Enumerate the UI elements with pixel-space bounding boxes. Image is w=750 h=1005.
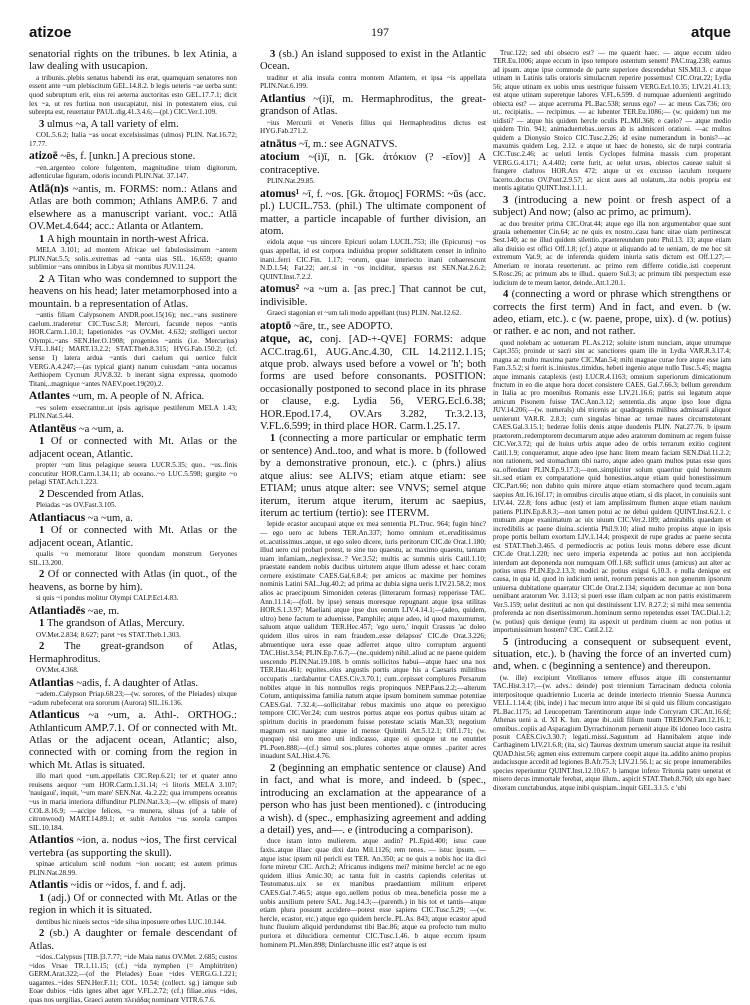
dictionary-entry [29, 834, 237, 860]
sense-definition: 2 The great-grandson of Atlas, Hermaphroditus. [29, 641, 237, 665]
entry-lemma: Atlantiadēs [29, 604, 86, 617]
entry-lemma: atocium [260, 151, 300, 164]
entry-lemma: atoptō [260, 319, 292, 332]
sense-definition: 1 (connecting a more particular or emphatic term or sentence) And..too, and what is more. b (followed by a demonstrative pronoun, etc.). c (phrs.) alius atque alius: see ALIVS; etiam atque etiam: see ETIAM; unus atque alter: see VNVS; semel atque iterum, iterum atque iterum, iterum ac saepius, iterum ac tertium (tertio): see ITERVM. [260, 433, 486, 519]
sense-definition: 1 Of or connected with Mt. Atlas or the adjacent ocean, Atlantic. [29, 525, 237, 549]
sense-definition: 5 (introducing a consequent or subsequent event, situation, etc.). b (having the force of an inverted cum) and, when. c (beginning a sentence) and thereupon. [493, 636, 731, 673]
entry-definition: ~ēs, f. [unkn.] A precious stone. [57, 151, 196, 163]
entry-lemma: Atlantes [29, 390, 70, 403]
citation-block: PLIN.Nat.29.85. [267, 177, 315, 186]
citation-block: quod nolebam ac uotueram PL.As.212; soluite istum nunciam, atque utrumque Capt.355; proinde ut sacri sint ac sanctiores quam ille in Lydia VAR.R.3.17.4; magna ac multo maxima parte CIC.Man.54; mihi magnae curae fore atque esse iam Fam.3.5.2; si fuerit is..iniustus..timidus, hebeti ingenio atque nullo Tusc.5.45; magna atque immanis cataplexis (est) LUCR.4.1163; omnium superiorum dimicationum fructum in eo die atque hora docet consistere CAES. Gal.7.66.3; bellum gerendum in Italia ac pro moenibus Romanis esse LIV.21.16.6; patris sui legatum atque amicum Pisonem fuisse TAC.Ann.3.12; sententia..dis atque ipso Ioue digna JUV.14.206;—(w. numerals) ubi tricenis ac quadragenis milibus admissarii aliquot uenierunt VAR.R. 2.8.3; cum singulas binae ac ternae naues circumsteterant CAES.Gal.3.15.1; hederae foliis denis atque duodenis PLIN. Nat.27.76. b ipsum praetorem..redemptorem decumarum atque adeo aratorum dominum ac regem fuisse CIC.Ver.3.72; qui de huius urbis atque adeo de orbis terrarum exitio cogitent Catil.1.9; conqueramur, atque adeo ipse hanc litem meam faciam SEN.Dial.11.2.2; non rationem, sed stomachum tibi narro, atque adeo quam multos putas esse quos ea..offendant PLIN.Ep.9.17.3;—non..simpliciter solum quaeritur quid honestum sit..sed etiam ex comparatione quid honestius..atque etiam quid honestissimum CIC.Part.66; non dubito quin mirere atque etiam stomachere quod tecum..agam saepius Att.16.16f.17; in omnibus circulis atque etiam, si dis placet, in conuiuiis sunt LIV.44. 22.8; fons adhuc (est) et iam amplissimum flumen atque etiam nauium patiens PLIN.Ep.8.8.3;—non tamen potui ac ne debui quidem QUINT.Inst.6.2.1. c mutuam atque exanimatum ac uix uiuum CIC.Ver.2.189; admirabilis quaedam et incredibilis ac paene diuina..scientia Phil.9.10; aliud multo propius atque in ipsis prope portis bellum exortum LIV.1.14.4; prospexit de rupe gradus ac paene secuta est STAT.Theb.3.465. d permediocris ac potius leuis motus debere esse dicunt CIC.de Orat.1.220; nec uero imperia expetenda ac potius aut non accipienda interdum aut deponenda non numquam Off.1.68; sufficit unus (amicus) aut alter ac potius unus PLIN.Ep.2.13.3; modici ac potius exigui 6,10.3. e nulla denique est causa, in qua id, quod in iudicium uenit, reorum personis ac non generum ipsorum uniuersa dubitatione quaeratur CIC.de Orat.2.134; siquidem decumae ac non bona ueniibant aratorum Ver. 3.113; si pueri esse illam culpam ac non patris existimarem Ver.5.159; uelut destituti ac non qui destituissent LIV. 8.27.2; si mihi mea sententia proferenda ac non disertissimorum..hominum sermo repetendus esset TAC.Dial.1.2; (w. potius) quis denique (eum) ita aspexit ut perditum ciuem ac non potius ut importunissimum hostem? CIC. Catil.2.12. [493, 338, 731, 635]
dictionary-entry [29, 183, 237, 234]
citation-block: qualis ~o memoratur litore quondam monstrum Geryones SIL.13.200. [29, 550, 237, 567]
sense-definition: 2 (beginning an emphatic sentence or clause) And in fact, and what is more, and indeed. b (spec., introducing an exclamation at the appearance of a person who has just been mentioned). c (introducing a wish). d (spec., emphasizing agreement and adding a detail) yes, and—. e (introducing a comparison). [260, 762, 486, 836]
citation-block: COL.5.6.2; Italia ~as uocat excelsissimas (ulmos) PLIN. Nat.16.72; 17.77. [29, 131, 237, 148]
sense-number: 2 [270, 762, 279, 774]
sense-number: 1 [39, 618, 47, 630]
citation-block: ~en..argenteo colore fulgentem, magnitudine trium digitorum, adlenticulae figuram, odoris iocundi PLIN.Nat. 37.147. [29, 163, 237, 181]
column-middle [260, 49, 486, 949]
citation-block: spinae articulum scitē nodum ~ion uocant; est autem primus PLIN.Nat.28.99. [29, 860, 237, 877]
dictionary-entry [29, 605, 237, 618]
sense-number: 3 [39, 118, 47, 130]
citation-block: traditur et alia insula contra montem Atlantem, et ipsa ~is appellata PLIN.Nat.6.199. [260, 73, 486, 91]
entry-lemma: Atlantias [29, 676, 74, 689]
sense-definition: 2 Descended from Atlas. [39, 488, 144, 500]
entry-definition: ~um, m. A people of N. Africa. [69, 391, 205, 403]
sense-definition: 1 The grandson of Atlas, Mercury. [39, 618, 185, 630]
citation-block: OV.Met.4.368. [36, 665, 79, 674]
dictionary-entry [260, 283, 486, 309]
dictionary-entry [29, 512, 237, 525]
sense-number: 1 [39, 892, 48, 904]
right-headword: atque [690, 24, 731, 41]
citation-block: Truc.122; sed ubi obsecro est? — me quaerit haec. — atque eccum uideo TER.Eu.1006; atque eccum in ipso tempore ostentum senem! PAC.trag.238; eamus ad ipsum. atque ipse commode de parte superiore descendebat SIS.Mil.3. c atque utinam in Latinis talis oratoris simulacrum reperire possemus! CIC.Orat.22; Lydia 56; atque utinam ex uobis unus uestrique fuissem VERG.Ecl.10.35; LIV.21.41.13; est atque utinam superetque labores V.FL.6.599. d numquae aduenienti aegritudo obiecta est? — atque acerruma PL.Bac.538; seruus ego? — ac meus Cas.736; oro ut.. recipiatis.. — recipimus. — ac lubenter TER.Eu.1086;— (w. quidem) tun me uidisti? — atque his quidem hercle oculis PL.Mil.368; e caelo? — atque medio quidem Trin. 941; animaduertebas..uersus ab is admisceri orationi. —ac multos quidem a Dionysio Stoico CIC.Tusc.2.26; id esine numerandum in bonis?—ac maxumis quidem Leg. 2.12. e atque ut haec de honesto, sic de turpi contraria CIC.Tusc.2.46; ac ueluti lentis Cyclopes fulmina massis cum properant VERG.G.4.171; A.4.402; certe furit, ac uelut ursus, obiectos caueae ualuit si frangere clathros HOR.Ars 472; atque ut ex excusso iaculum torquere lacerto..doctus OV.Pont.2.9.57; ac sicut aues ad uolatum,..ita nobis propria est mentis agitatio QUINT.Inst.1.1.1. [493, 49, 731, 193]
citation-block: MELA 3.101; ad montem Africae uel fabulosissimum ~antem PLIN.Nat.5.5; solis..extremas ad ~anta uias SIL. 16.659; quanto sublimior ~ans omnibus in Libya sit montibus JUV.11.24. [29, 246, 237, 272]
sense-definition: 3 (sb.) An island supposed to exist in the Atlantic Ocean. [260, 49, 486, 73]
column-left [29, 49, 237, 1004]
entry-lemma: Atlantēus [29, 422, 77, 435]
entry-definition: ~idis or ~idos, f. and f. adj. [67, 880, 186, 892]
left-headword: atizoe [29, 24, 72, 41]
sense-definition: 3 ulmus ~a, A tall variety of elm. [39, 118, 179, 130]
dictionary-entry [29, 150, 237, 163]
dictionary-entry [29, 709, 237, 772]
citation-block: ac duo breuiter prima CIC.Orat.44; atque ego illa non argumentabor quae sunt grauia uehementer Cin.64; ac ne quis ex nostro..casu hanc uitae uiam pertinescat Sest.140; ac ne illud quidem silentio..praetereundum puto Phil.13. 13; atque etiam alia diuisio est offici Off.1.8; (cf.) atque ut aliquando ad te ueniam, de me hoc sit extremum Vat.9; ac de inferenda quidem iniuria satis dictum est Off.1.27;— Ameriam re inorata reuerterunt. ac primo rem differre cotidie..isti coeperunt S.Rosc.26; ac primum abs te illud.. quaero Sul.3; ac primum tibi perspectum esse iudicium de te meum laetor, deinde..Att.1.20.1. [493, 219, 731, 287]
sense-definition: 2 A Titan who was condemned to support the heavens on his head; later metamorphosed into a mountain. b a representation of Atlas. [29, 273, 237, 310]
entry-definition: ~āre, tr., see ADOPTO. [291, 320, 393, 332]
entry-definition: ~adis, f. A daughter of Atlas. [73, 677, 199, 689]
entry-definition: ~a ~um, a. [85, 512, 133, 524]
sense-number: 1 [39, 233, 47, 245]
citation-block: ~idos..Calypsus [TIB.]3.7.77; ~ide Maia natus OV.Met. 2.685; custos ~idos Vrsae TR.1.11.15; (cf.) ~ida nymphen (= Amphitriten) GERM.Arat.322;—(of the Pleiades) Eoae ~ides VERG.G.1.221; uagantes..~ides SEN.Her.F.11; COL. 10.54; (collect. sg.) iamque sub Eoae dubios ~idis ignes albet ager V.FL.2.72; (cf.) filiae..eius ~ides, quas nos uergilias, Graeci autem πλειάδας nominant VITR.6.7.6. [29, 952, 237, 1004]
sense-number: 2 [39, 488, 47, 500]
sense-number: 2 [39, 641, 65, 653]
sense-definition: 4 (connecting a word or phrase which strengthens or corrects the first term) And in fact, and even. b (w. adeo, etiam, etc.). c (w. paene, prope, uix). d (w. potius) or rather. e ac non, and not rather. [493, 289, 731, 338]
citation-block: dentibus hic niueis sectos ~ide silua inposuere orbes LUC.10.144. [36, 917, 226, 926]
sense-definition: senatorial rights on the tribunes. b lex Atinia, a law dealing with usucapion. [29, 49, 237, 73]
entry-definition: ~antis, m. FORMS: nom.: Atlans and Atlas are both common; Athlans AMP.6. 7 and elsewhere as a manuscript variant. voc.: Atlā OV.Met.4.644; acc.: Atlanta or Atlantem. [29, 183, 237, 233]
entry-definition: ~(i)ī, m. Hermaphroditus, the great-grandson of Atlas. [260, 94, 486, 118]
citation-block: OV.Met.2.834; 8.627; paret ~es STAT.Theb.1.303. [36, 630, 181, 639]
sense-definition: 2 (sb.) A daughter or female descendant of Atlas. [29, 928, 237, 952]
entry-definition: ~ion, a. nodus ~ios, The first cervical vertebra (as supporting the skull). [29, 835, 237, 859]
citation-block: lepide ecastor aucupaui atque ex mea sententia PL.Truc. 964; fugin hinc? — ego uero ac lubens TER.An.337; homo omnium et..eruditissimus et..acutissimus..atque, ut ego soleo dicere, iuris peritorum CIC.de Orat.1.180; illud uero cui probari potest, te sine tuo quaestu, ac maximo quaestu, tantam tuam infamiam,..neglexisse..? Ver.3.52; multis ac summis uiris Catil.1.10; praestate eandem nobis ducibus uirtutem atque illum adesse et haec coram cernere existimate CAES.Gal.6.8.4; per amicos ac maxime per homines nominis Latini SAL.Jug.40.2; ad prima ac dubia signa ueris LIV.21.58.2; mox alios ac praecipuum Simoniden ceteras (litterarum formas) repperisse TAC. Ann.11.14;—(foll. by ipse) sensus moresque repugnant atque ipsa utilitas HOR.S.1.3.97; Maeliani atque ipse dux eorum LIV.4.14.1;—(adeo, quidem, ultro) bene factum te aduenisse, Pamphile; atque adeo, id quod maxumumst, saluom atque ualidum TER.Hec.457; 'ego uero,' inquit Crassus 'ac doleo quidem illos uiros in eam fraudem..esse delapsos' CIC.de Orat.3.226; abnuentique uera esse quae adferret atque ultro corruptum arguenti TAC.Hist.3.54; PLIN.Ep.7.6.7;—(ne..quidem) nihil..aliud ac ne paene quidem uescendo PLIN.Nat.19.108. b omnis sollicitos habui—atque haec una nox TER.Hau.461; equites..eius angustis portis atque his a Caesaris militibus occupatis ..tardabantur CAES.Civ.3.70.1; cum..cepisset complures Persarum nobiles atque in his nonnullos regis propinquos NEP.Paus.2.2;—alterum Cotum, antiquissima familia natum atque ipsum hominem summae potentiae CAES.Gal. 7.32.4;—sollicitabar rebus maximis uno atque eo perexiguo tempore CIC.Ver.24; cum uestros portus atque eos portus quibus uitam ac spiritum ducitis in praedonum fuisse potestate sciatis Man.33; negotium magnum est nauigare atque id mense Quintili Att.5.12.1; Off.1.71; (w. quoque) nisi ero meo uni indicasso, atque ei quoque ut ne enuntiet PL.Poen.888;—(cf.) simul sos..plures cohortes atque omnes ..pariter acres inuadunt SAL.Hist.4.76. [260, 520, 486, 761]
dictionary-entry [260, 333, 486, 433]
citation-block: ~es solem exsecrantur..ut ipsis agrisque pestiferum MELA 1.43; PLIN.Nat.5.44. [29, 403, 237, 421]
entry-definition: ~ae, m. [85, 605, 120, 617]
citation-block: a tribunis..plebis senatus habendi ius erat, quamquam senatores non essent ante ~um plebiscitum GEL.14.8.2. b legis ueteris ~ae uerba sunt: quod subruptum erit, eius rei aeterna auctoritas esto GEL.17.7.1; dicit lex ~a, ut res furtiua non usucapiatur, nisi in potestatem eius, cui subrepta est, reuertatur PAUL.dig.41.3.4.6;—(pl.) CIC.Ver.1.109. [29, 73, 237, 117]
entry-lemma: Atlantiacus [29, 511, 86, 524]
citation-block: Graeci stagonian et ~um tali modo appellant (tus) PLIN. Nat.12.62. [267, 309, 462, 318]
entry-lemma: Atlanticus [29, 709, 80, 722]
dictionary-entry [29, 677, 237, 690]
citation-block: si quis ~i pondus molitur Olympi CALP.Ecl.4.83. [36, 594, 179, 603]
entry-definition: ~(i)ī, n. [Gk. ἀτόκιον (? -εῖον)] A contraceptive. [260, 152, 486, 176]
dictionary-entry [29, 879, 237, 892]
citation-block: eidola atque ~us uincere Epicuri uolam LUCIL.753; ille (Epicurus) ~os quas appellat, id est corpora indiuidua propter soliditatem censet in infinito inani..ferri CIC.Fin. 1.17; ~orum, quae interiecto inani cohaerescunt N.D.1.54; Fat.22; aer..si in ~os inciditur, sparsus est SEN.Nat.2.6.2; QUINT.Inst.7.2.2. [260, 238, 486, 281]
running-header [29, 24, 731, 44]
sense-definition: 1 A high mountain in north-west Africa. [39, 233, 209, 245]
entry-definition: ~a ~um a. [as prec.] That cannot be cut, indivisible. [260, 284, 486, 308]
sense-definition: 3 (introducing a new point or fresh aspect of a subject) And now; (also ac primo, ac primum). [493, 194, 731, 219]
sense-number: 3 [270, 49, 279, 60]
sense-number: 5 [503, 636, 515, 648]
dictionary-entry [260, 320, 486, 333]
entry-definition: conj. [AD-+-QVE] FORMS: adque ACC.trag.61, AUG.Anc.4.30, CIL 14.2112.1.15; atque prob. always used before a vowel or 'h'; both forms are used before consonants. POSITION: occasionally postponed to second place in its phrase or clause, e.g. Lydia 56, VERG.Ecl.6.38; HOR.Epod.17.4, OV.Ars 3.282, Tr.3.2.13, V.FL.6.599; in third place HOR. Carm.1.25.17. [260, 334, 486, 433]
citation-block: illo mari quod ~um..appellatis CIC.Rep.6.21; ter et quater anno reuisens aequor ~um HOR.Carm.1.31.14; ~i litoris MELA 3.107; 'nauigaui', inquit, '~um mare' SEN.Nat. 4a.2.22; qua irrumpens oceanus ~us in maria interiora diffunditur PLIN.Nat.3.3;—(w. ellipsis of mare) COL.8.16.9; —accipe felices, ~a munera, siluas (of a table of citronwood) MART.14.89.1; et subit Aetolos ~us sorola campos SIL.10.184. [29, 772, 237, 832]
citation-block: ~ius Mercurii et Veneris filius qui Hermaphroditus dictus est HYG.Fab.271.2. [260, 118, 486, 136]
entry-lemma: Atlantius [260, 93, 306, 105]
entry-lemma: atomus¹ [260, 187, 300, 200]
sense-definition: 1 Of or connected with Mt. Atlas or the adjacent ocean, Atlantic. [29, 436, 237, 460]
entry-lemma: atizoē [29, 150, 58, 163]
entry-definition: ~a ~um, a. [76, 423, 124, 435]
citation-block: (w. ille) excipiunt Vitellianos temere effusos atque illi consternantur TAC.Hist.3.17;—(w. advs.: deinde) post triennium Tarracinam deducta colonia interpositoque quadriennio Luceria ac deinde interiecto triennio Suessa Aurunca VELL.1.14.4; (ibi, inde) i hac mecum intro atque ibi si quid uis filium concastigato PL.Bac.1175; ad Leucopetram Tarentinorum atque inde Corcyram CIC.Att.16.6f; Athenas ueni a. d. XI K. Iun. atque ibi..uidi filium tuum TREBON.Fam.12.16.1; omnibus..copiis ad Asparagium Dyrrachinorum peruenit atque ibi idoneo loco castra posuit CAES.Civ.3.30.7; legati..missi..Saguntum ad Hannibalem atque inde Carthaginem LIV.21.6.8; (ita, sic) Taureas dextrum umerum sauciat atque ita resiluit QUAD.hist.56; agmen eius extremum carpere coepit atque ita..addito animo propius audaciusque accedit ad legiones B.Afr.75.3; LIV.21.56.1; ac sic prope innumerabiles species reperiuntur QUINT.Inst.12.10.67. b iamque infexo Tritonia patre uenerat et misero decus immortale ferebat, atque illum.. aspicit STAT.Theb.8.760; uix ego haec dixeram cunctabundus, atque inibi quispiam..inquit GEL.3.1.5. c 'ubi [493, 673, 731, 792]
page-number: 197 [371, 25, 389, 39]
dictionary-entry [260, 151, 486, 177]
citation-block: duce istam intro mulierem. atque audin? PL.Epid.400; istuc caue faxis..atque illaec quae dixi dato Mil.1126; rem tenes. — istuc ipsum. — atque istuc ipsum nil pericli est TER. An.350; ac ne quis a nobis hoc ita dici forte miretur CIC. Arch.2; Africanus indigens mei? minime hercle! ac ne ego quidem illius Amic.30; ac tanta fuit in castris capiendis celeritas ut Teutomatus..uix se ex manibus praedantium militum eriperet CAES.Gal.7.46.5; atque ego..uellem potius ob mea..beneficia posse me a uobis auxilium petere SAL. Jug.14.3;—(parenth.) in his tot et tantis—atque etiam plura possunt accidere—potest esse sapiens CIC.Tusc.5.29; —(w. hercle, ecastor, etc.) atque ego quidem hercle..PL.As. 843; atque ecastor apud hunc fluuium aliquid perdundumst tibi Bac.86; atque ea profecto tum multo puriora et dilucidiora cernentur CIC.Tusc.1.46. b atque eccum ipsum hominem PL.Men.898; Dinlarchusne illic est? atque is est [260, 837, 486, 949]
dictionary-entry [260, 188, 486, 239]
dictionary-entry [260, 138, 486, 151]
citation-block: propter ~um litus pelagique seuera LUCR.5.35; quo.. ~us..finis concutitur HOR.Carm.1.34.11; ab oceano..~o LUC.5.598; gurgite ~o pelagi STAT.Ach.1.223. [29, 461, 237, 487]
dictionary-entry [260, 93, 486, 119]
sense-number: 2 [39, 928, 50, 940]
sense-number: 3 [503, 194, 515, 206]
sense-number: 2 [39, 569, 48, 581]
sense-number: 2 [39, 273, 48, 285]
entry-lemma: Atlantios [29, 834, 74, 847]
sense-number: 1 [39, 436, 51, 448]
dictionary-entry [29, 390, 237, 403]
sense-number: 1 [270, 433, 280, 445]
sense-definition: 2 Of or connected with Atlas (in quot., of the heavens, as borne by him). [29, 569, 237, 593]
sense-number: 1 [39, 525, 51, 537]
entry-lemma: atomus² [260, 283, 300, 296]
citation-block: Pleiadas ~as OV.Fast.3.105. [36, 501, 117, 510]
citation-block: ~adem..Calypson Priap.68.23;—(w. sorores, of the Pleiades) uixque ~adum rubefecerat ora sororum (Aurora) SIL.16.136. [29, 689, 237, 707]
entry-definition: ~ī, f. ~os. [Gk. ἄτομος] FORMS: ~ūs (acc. pl.) LUCIL.753. (phil.) The ultimate component of matter, a particle incapable of further division, an atom. [260, 188, 486, 238]
entry-definition: ~ī, m.: see AGNATVS. [296, 139, 398, 150]
column-right [493, 49, 731, 949]
citation-block: ~antis filiam Calypsonem ANDR.poet.15(16); nec..~ans sustinere caelum..traderetur CIC.Tusc.5.8; Mercuri, facunde nepos ~antis HOR.Carm.1.10.1; Iapetionides ~as OV.Met. 4.632; stelligeri uector Olympi..~ans SEN.Her.O.1908; progenies ~antis (i.e. Mercurius) V.FL.1.841; MART.13.2.2; STAT.Theb.8.315; HYG.Fab.150.2; (cf. sense 1) latera ardua ~antis duri caelum qui uertice fulcit VERG.A.4.247;—(as typical giant) nanum cuiusdam ~anta uocamus Aethiopem Cycnum JUV.8.32. b inerant signa expressa, quomodo Titani,..magnique ~antes NAEV.poet.19(20).2. [29, 311, 237, 388]
entry-definition: ~a ~um, a. Athl-. ORTHOG.: Athlanticum AMP.7.1. Of or connected with Mt. Atlas or the adjacent ocean, Atlantic; also, connected with or coming from the region in which Mt. Atlas is situated. [29, 710, 237, 771]
sense-number: 4 [503, 289, 512, 301]
entry-lemma: Atlantis [29, 879, 68, 892]
sense-definition: 1 (adj.) Of or connected with Mt. Atlas or the region in which it is situated. [29, 892, 237, 917]
entry-lemma: atnātus [260, 138, 297, 150]
entry-lemma: Atlā(n)s [29, 182, 69, 195]
entry-lemma: atque, ac, [260, 333, 313, 346]
dictionary-entry [29, 423, 237, 436]
